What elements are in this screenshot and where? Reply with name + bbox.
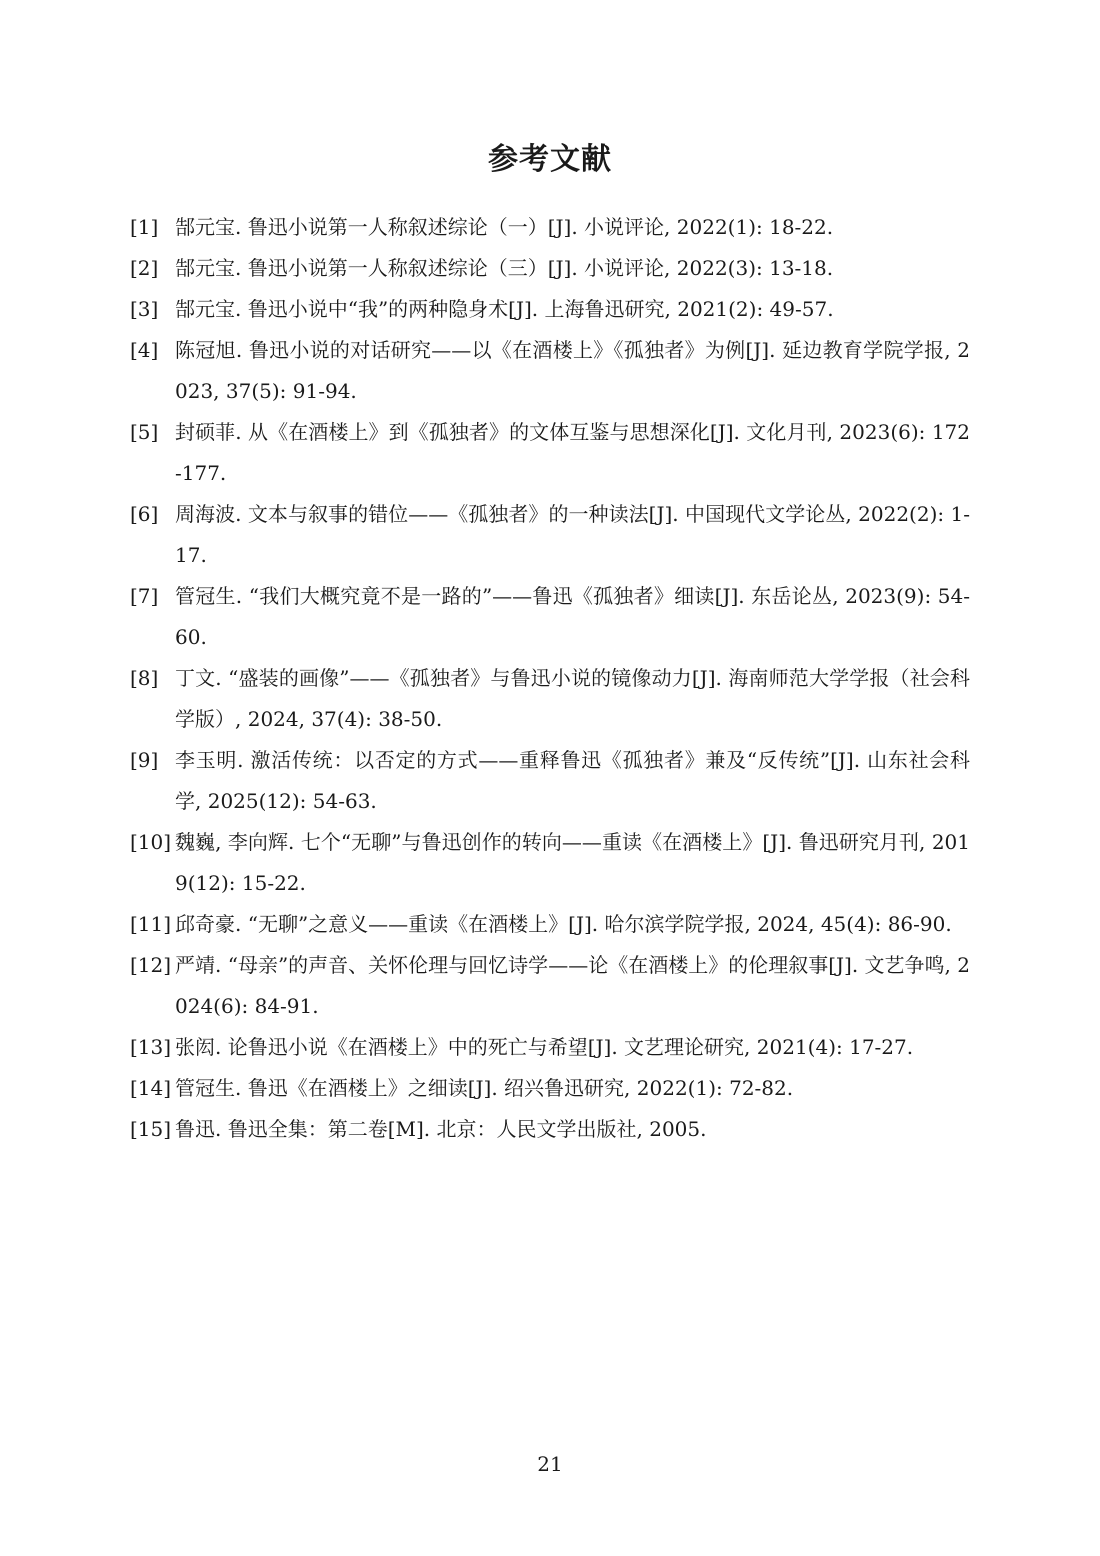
reference-number: [13] — [130, 1035, 172, 1059]
reference-item — [130, 945, 970, 1027]
reference-number: [9] — [130, 748, 159, 772]
reference-item — [130, 330, 970, 412]
reference-number: [4] — [130, 338, 159, 362]
page-title: 参考文献 — [488, 142, 612, 177]
reference-number: [6] — [130, 502, 159, 526]
reference-text: 郜元宝. 鲁迅小说第一人称叙述综论（三）[J]. 小说评论, 2022(3): 13-18. — [175, 256, 834, 280]
reference-number: [14] — [130, 1076, 172, 1100]
reference-item — [130, 1068, 970, 1109]
reference-text: 周海波. 文本与叙事的错位——《孤独者》的一种读法[J]. 中国现代文学论丛, 2022(2): 1-17. — [175, 502, 970, 567]
reference-item — [130, 740, 970, 822]
reference-number: [11] — [130, 912, 172, 936]
reference-number: [10] — [130, 830, 172, 854]
reference-list — [130, 207, 970, 1150]
reference-item — [130, 822, 970, 904]
reference-item — [130, 412, 970, 494]
reference-text: 李玉明. 激活传统：以否定的方式——重释鲁迅《孤独者》兼及“反传统”[J]. 山东社会科学, 2025(12): 54-63. — [175, 748, 970, 813]
reference-item — [130, 289, 970, 330]
reference-number: [15] — [130, 1117, 172, 1141]
reference-item — [130, 248, 970, 289]
reference-item — [130, 904, 970, 945]
reference-text: 陈冠旭. 鲁迅小说的对话研究——以《在酒楼上》《孤独者》为例[J]. 延边教育学院学报, 2023, 37(5): 91-94. — [175, 338, 970, 403]
reference-text: 郜元宝. 鲁迅小说中“我”的两种隐身术[J]. 上海鲁迅研究, 2021(2): 49-57. — [175, 297, 834, 321]
reference-number: [8] — [130, 666, 159, 690]
reference-number: [7] — [130, 584, 159, 608]
reference-number: [2] — [130, 256, 159, 280]
reference-item — [130, 576, 970, 658]
reference-number: [3] — [130, 297, 159, 321]
reference-text: 郜元宝. 鲁迅小说第一人称叙述综论（一）[J]. 小说评论, 2022(1): 18-22. — [175, 215, 834, 239]
reference-text: 严靖. “母亲”的声音、关怀伦理与回忆诗学——论《在酒楼上》的伦理叙事[J]. 文艺争鸣, 2024(6): 84-91. — [175, 953, 970, 1018]
reference-text: 封硕菲. 从《在酒楼上》到《孤独者》的文体互鉴与思想深化[J]. 文化月刊, 2023(6): 172-177. — [175, 420, 970, 485]
reference-text: 鲁迅. 鲁迅全集：第二卷[M]. 北京：人民文学出版社, 2005. — [175, 1117, 707, 1141]
reference-number: [1] — [130, 215, 159, 239]
page-number: 21 — [537, 1452, 563, 1476]
reference-item — [130, 1027, 970, 1068]
reference-item — [130, 658, 970, 740]
reference-text: 魏巍, 李向辉. 七个“无聊”与鲁迅创作的转向——重读《在酒楼上》[J]. 鲁迅研究月刊, 2019(12): 15-22. — [175, 830, 970, 895]
reference-text: 丁文. “盛装的画像”——《孤独者》与鲁迅小说的镜像动力[J]. 海南师范大学学报（社会科学版）, 2024, 37(4): 38-50. — [175, 666, 970, 731]
reference-text: 邱奇豪. “无聊”之意义——重读《在酒楼上》[J]. 哈尔滨学院学报, 2024, 45(4): 86-90. — [175, 912, 952, 936]
reference-text: 管冠生. “我们大概究竟不是一路的”——鲁迅《孤独者》细读[J]. 东岳论丛, 2023(9): 54-60. — [175, 584, 970, 649]
reference-number: [12] — [130, 953, 172, 977]
reference-item — [130, 494, 970, 576]
reference-number: [5] — [130, 420, 159, 444]
reference-item — [130, 207, 970, 248]
reference-item — [130, 1109, 970, 1150]
reference-text: 管冠生. 鲁迅《在酒楼上》之细读[J]. 绍兴鲁迅研究, 2022(1): 72-82. — [175, 1076, 794, 1100]
reference-text: 张闳. 论鲁迅小说《在酒楼上》中的死亡与希望[J]. 文艺理论研究, 2021(4): 17-27. — [175, 1035, 914, 1059]
